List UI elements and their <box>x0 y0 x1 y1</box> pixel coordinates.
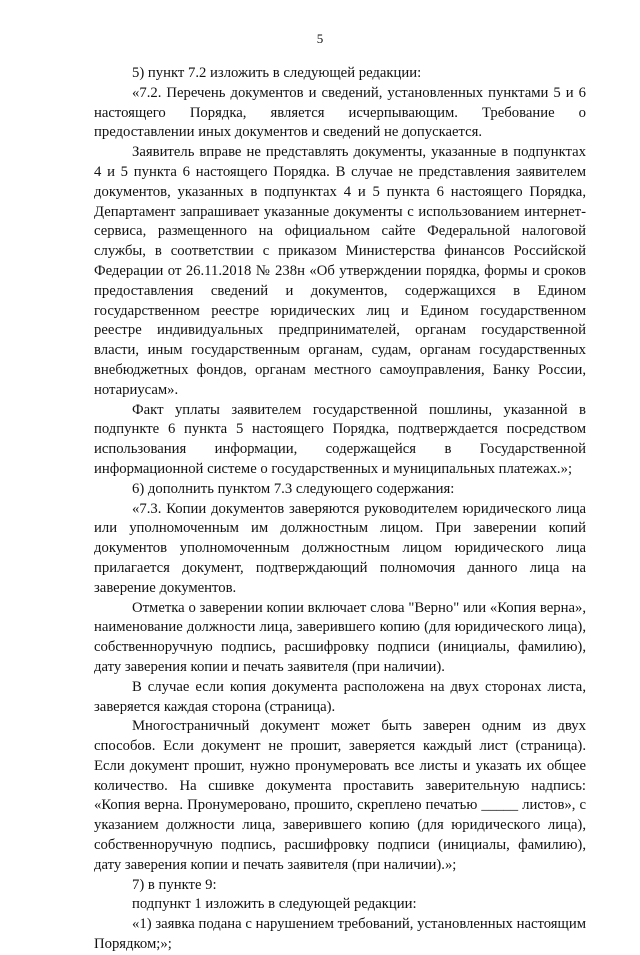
paragraph-clause-7-3: «7.3. Копии документов заверяются руководителем юридического лица или уполномоченным им должностным лицом. При заверении копий документов уполномоченным должностным лицом юридического лица прилагается документ, подтверждающий полномочия данного лица на заверение документов. <box>94 500 586 596</box>
paragraph-item-6-intro: 6) дополнить пунктом 7.3 следующего содержания: <box>132 480 455 497</box>
paragraph-subitem-1-intro: подпункт 1 изложить в следующей редакции: <box>132 896 417 913</box>
paragraph-item-5-intro: 5) пункт 7.2 изложить в следующей редакции: <box>132 65 422 81</box>
paragraph-item-7-intro: 7) в пункте 9: <box>132 876 217 893</box>
paragraph-two-sided-copy: В случае если копия документа расположена на двух сторонах листа, заверяется каждая сторона (страница). <box>94 678 586 715</box>
paragraph-certification-mark: Отметка о заверении копии включает слова "Верно" или «Копия верна», наименование должности лица, заверившего копию (для юридического лица), собственноручную подпись, расшифровку подписи (инициалы, фамилию), дату заверения копии и печать заявителя (при наличии). <box>94 599 586 675</box>
paragraph-multipage-document: Многостраничный документ может быть заверен одним из двух способов. Если документ не прошит, заверяется каждый лист (страница). Если документ прошит, нужно пронумеровать все листы и указать их общее количество. На сшивке документа проставить заверительную надпись: «Копия верна. Пронумеровано, прошито, скреплено печатью _____ листов», с указанием должности лица, заверившего копию (для юридического лица), собственноручную подпись, расшифровку подписи (инициалы, фамилию), дату заверения копии и печать заявителя (при наличии).»; <box>94 718 586 873</box>
paragraph-applicant-documents: Заявитель вправе не представлять документы, указанные в подпунктах 4 и 5 пункта 6 настоящего Порядка. В случае не представления заявителем документов, указанных в подпунктах 4 и 5 пункта 6 настоящего Порядка, Департамент запрашивает указанные документы с использованием интернет-сервиса, размещенного на официальном сайте Федеральной налоговой службы, в соответствии с приказом Министерства финансов Российской Федерации от 26.11.2018 № 238н «Об утверждении порядка, формы и сроков предоставления сведений и документов, содержащихся в Едином государственном реестре юридических лиц и Едином государственном реестре индивидуальных предпринимателей, органам государственной власти, иным государственным органам, судам, органам государственных внебюджетных фондов, органам местного самоуправления, Банку России, нотариусам». <box>94 144 586 398</box>
paragraph-subitem-1-text: «1) заявка подана с нарушением требований, установленных настоящим Порядком;»; <box>94 916 586 953</box>
paragraph-state-fee: Факт уплаты заявителем государственной пошлины, указанной в подпункте 6 пункта 5 настоящего Порядка, подтверждается посредством использования информации, содержащейся в Государственной информационной системе о государственных и муниципальных платежах.»; <box>94 401 586 477</box>
page-number: 5 <box>316 31 324 46</box>
paragraph-clause-7-2: «7.2. Перечень документов и сведений, установленных пунктами 5 и 6 настоящего Порядка, является исчерпывающим. Требование о предоставлении иных документов и сведений не допускается. <box>94 84 586 141</box>
document-body <box>94 64 586 955</box>
